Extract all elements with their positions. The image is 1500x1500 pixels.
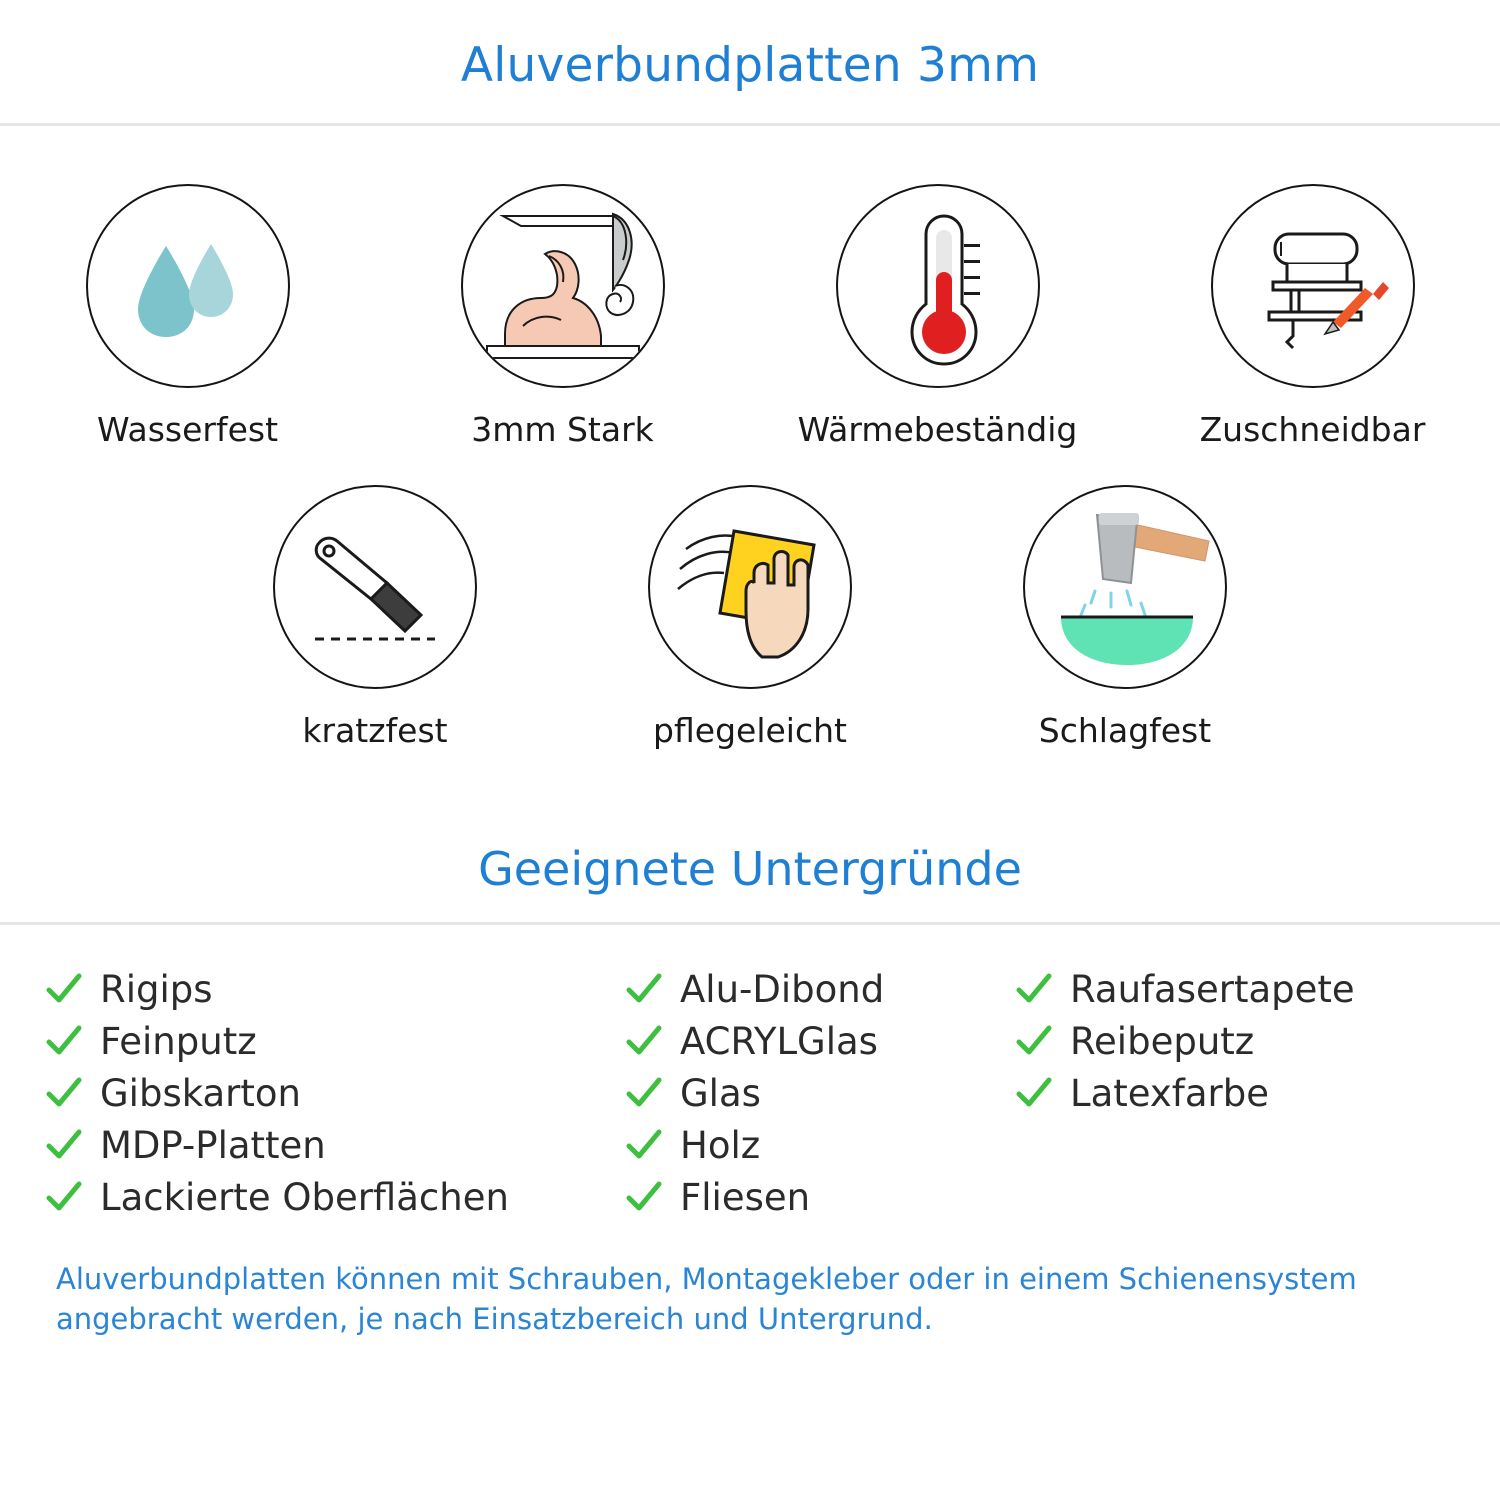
list-item	[44, 1119, 624, 1171]
substrates-section	[0, 836, 1500, 1339]
feature-icon-circle	[461, 184, 665, 388]
check-icon	[1014, 969, 1054, 1009]
feature-label: pflegeleicht	[653, 711, 847, 750]
thermometer-icon	[838, 371, 1038, 388]
water-drops-icon	[88, 371, 288, 388]
feature-label: Zuschneidbar	[1199, 410, 1426, 449]
feature-icon-circle	[648, 485, 852, 689]
substrates-column-2	[624, 963, 1014, 1223]
check-icon	[44, 1177, 84, 1217]
substrates-lists	[0, 925, 1500, 1223]
feature-3mm-stark	[375, 184, 750, 449]
list-item-label: Fliesen	[680, 1175, 811, 1219]
page-title: Aluverbundplatten 3mm	[460, 38, 1040, 93]
list-item	[44, 1171, 624, 1223]
feature-grid	[0, 126, 1500, 750]
check-icon	[44, 1073, 84, 1113]
check-icon	[44, 969, 84, 1009]
list-item-label: Raufasertapete	[1070, 967, 1355, 1011]
list-item-label: Rigips	[100, 967, 213, 1011]
list-item	[44, 963, 624, 1015]
feature-icon-circle	[1211, 184, 1415, 388]
list-item-label: Reibeputz	[1070, 1019, 1255, 1063]
substrates-column-1	[44, 963, 624, 1223]
check-icon	[624, 1073, 664, 1113]
feature-zuschneidbar	[1125, 184, 1500, 449]
list-item	[44, 1015, 624, 1067]
list-item-label: Holz	[680, 1123, 761, 1167]
feature-schlagfest	[938, 485, 1313, 750]
feature-icon-circle	[273, 485, 477, 689]
list-item	[1014, 1067, 1454, 1119]
check-icon	[1014, 1073, 1054, 1113]
feature-row-2	[0, 485, 1500, 750]
list-item	[624, 1015, 1014, 1067]
check-icon	[44, 1125, 84, 1165]
list-item-label: Glas	[680, 1071, 761, 1115]
list-item	[624, 963, 1014, 1015]
list-item-label: Latexfarbe	[1070, 1071, 1269, 1115]
feature-wasserfest	[0, 184, 375, 449]
list-item	[44, 1067, 624, 1119]
feature-label: kratzfest	[302, 711, 448, 750]
feature-label: Wärmebeständig	[797, 410, 1078, 449]
feature-waermebestaendig	[750, 184, 1125, 449]
flexed-arm-icon	[463, 371, 663, 388]
list-item-label: Gibskarton	[100, 1071, 301, 1115]
jigsaw-cutter-icon	[1213, 371, 1413, 388]
list-item-label: Lackierte Oberflächen	[100, 1175, 509, 1219]
list-item-label: MDP-Platten	[100, 1123, 326, 1167]
check-icon	[1014, 1021, 1054, 1061]
feature-icon-circle	[836, 184, 1040, 388]
check-icon	[44, 1021, 84, 1061]
check-icon	[624, 1021, 664, 1061]
list-item-label: ACRYLGlas	[680, 1019, 878, 1063]
list-item	[624, 1171, 1014, 1223]
list-item-label: Feinputz	[100, 1019, 257, 1063]
list-item	[624, 1119, 1014, 1171]
feature-kratzfest	[188, 485, 563, 750]
list-item-label: Alu-Dibond	[680, 967, 885, 1011]
check-icon	[624, 1177, 664, 1217]
feature-pflegeleicht	[563, 485, 938, 750]
check-icon	[624, 1125, 664, 1165]
footnote-text: Aluverbundplatten können mit Schrauben, Montagekleber oder in einem Schienensystem angebracht werden, je nach Einsatzbereich und Untergrund.	[56, 1262, 1357, 1337]
feature-row-1	[0, 184, 1500, 449]
feature-label: 3mm Stark	[471, 410, 654, 449]
feature-icon-circle	[1023, 485, 1227, 689]
substrates-column-3	[1014, 963, 1454, 1223]
hammer-impact-icon	[1025, 672, 1225, 689]
list-item	[1014, 1015, 1454, 1067]
hand-cloth-wipe-icon	[650, 672, 850, 689]
feature-label: Schlagfest	[1038, 711, 1212, 750]
list-item	[1014, 963, 1454, 1015]
feature-label: Wasserfest	[96, 410, 279, 449]
list-item	[624, 1067, 1014, 1119]
substrates-title: Geeignete Untergründe	[478, 842, 1022, 896]
check-icon	[624, 969, 664, 1009]
feature-icon-circle	[86, 184, 290, 388]
knife-scratch-icon	[275, 672, 475, 689]
